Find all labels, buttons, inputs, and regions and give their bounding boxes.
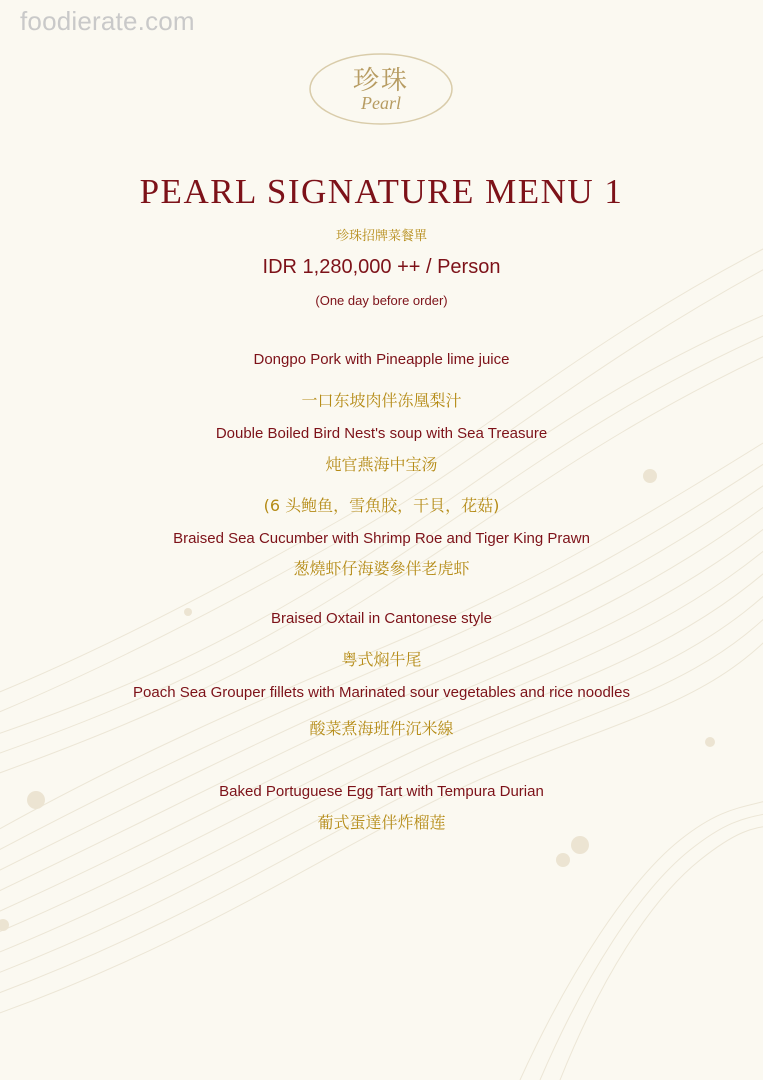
- dish-6-chinese: 葡式蛋達伴炸榴莲: [317, 813, 446, 832]
- dish-1-english: Dongpo Pork with Pineapple lime juice: [253, 351, 510, 368]
- menu-title: PEARL SIGNATURE MENU 1: [139, 172, 624, 211]
- logo-chinese-text: 珍珠: [352, 66, 409, 96]
- dish-6-english: Baked Portuguese Egg Tart with Tempura Durian: [219, 783, 544, 800]
- dish-2-chinese-detail: (6 头鲍鱼，雪魚胶，干貝，花菇): [263, 496, 500, 515]
- dish-2-english: Double Boiled Bird Nest's soup with Sea Treasure: [215, 425, 548, 442]
- order-note: (One day before order): [315, 293, 448, 308]
- pearl-logo: [308, 52, 454, 126]
- dish-3-english: Braised Sea Cucumber with Shrimp Roe and Tiger King Prawn: [173, 530, 590, 547]
- dish-4-chinese: 粤式焖牛尾: [341, 650, 422, 669]
- dish-2-chinese: 炖官燕海中宝汤: [325, 455, 438, 474]
- logo-english-text: Pearl: [361, 93, 401, 113]
- dish-5-english: Poach Sea Grouper fillets with Marinated sour vegetables and rice noodles: [133, 684, 630, 701]
- dish-3-chinese: 葱燒虾仔海婆參伴老虎虾: [293, 559, 470, 578]
- dish-1-chinese: 一口东坡肉伴冻凰梨汁: [301, 391, 462, 410]
- menu-subtitle-chinese: 珍珠招牌菜餐單: [335, 229, 427, 244]
- dish-5-chinese: 酸菜煮海班件沉米線: [309, 719, 454, 738]
- dish-4-english: Braised Oxtail in Cantonese style: [271, 610, 492, 627]
- watermark-text: foodierate.com: [20, 6, 195, 36]
- menu-price: IDR 1,280,000 ++ / Person: [262, 256, 501, 278]
